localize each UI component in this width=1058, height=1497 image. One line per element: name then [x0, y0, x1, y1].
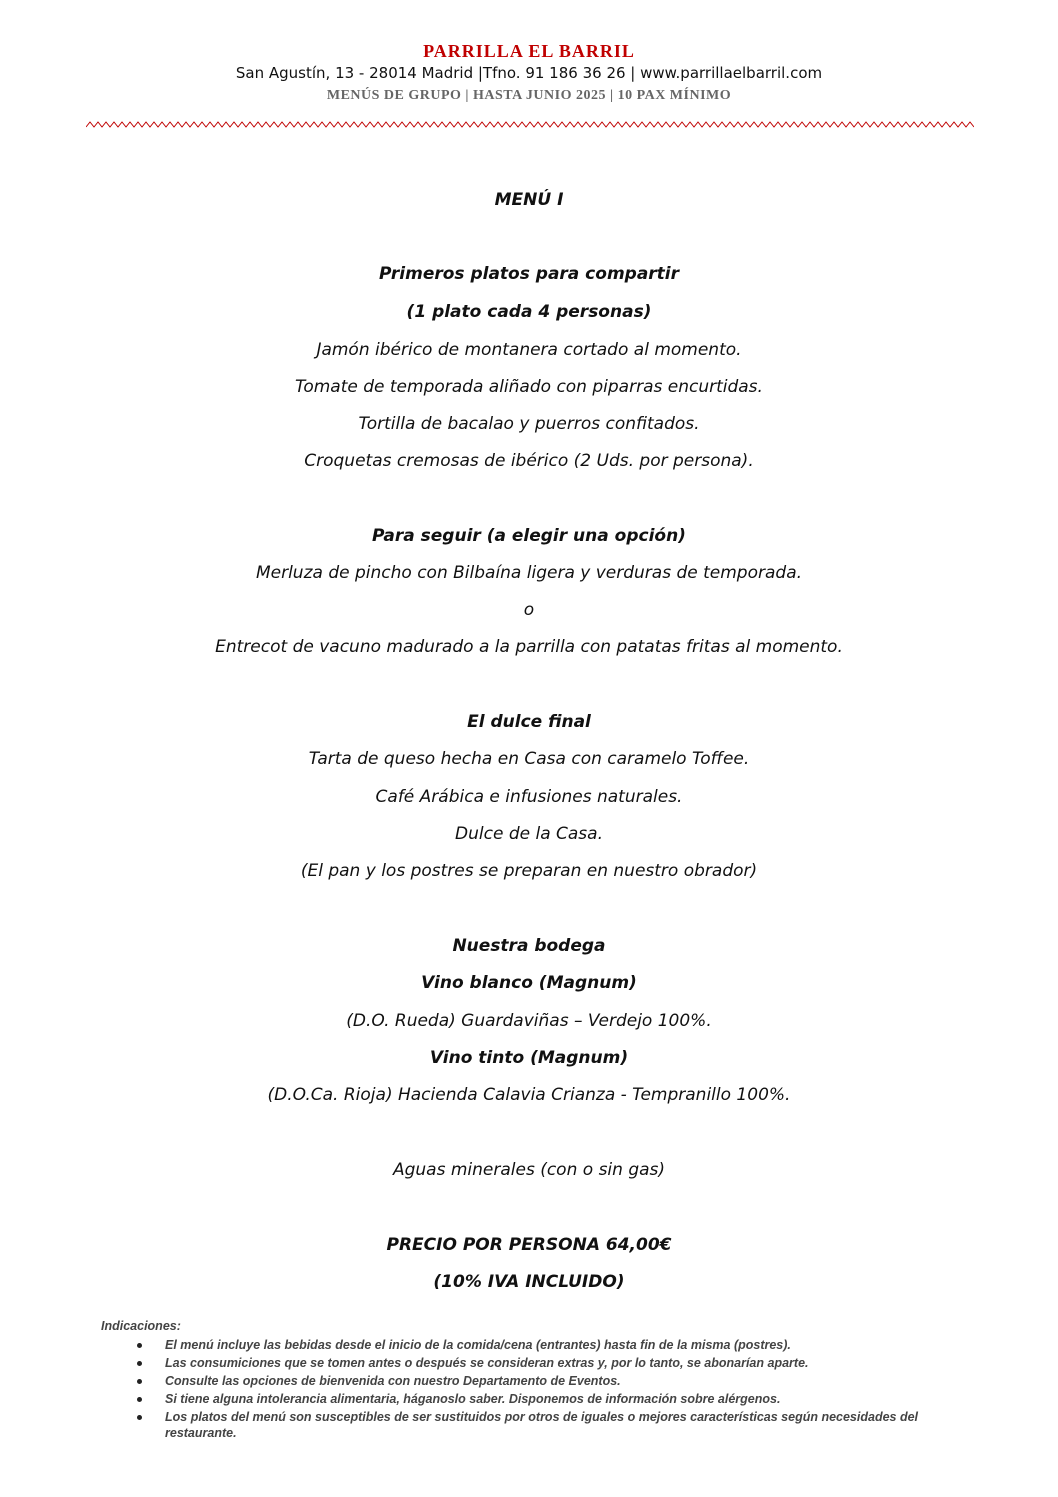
notes-list [101, 1337, 981, 1441]
mains-heading: Para seguir (a elegir una opción) [372, 526, 686, 546]
starter-item: Croquetas cremosas de ibérico (2 Uds. por persona). [304, 451, 754, 471]
dessert-item: Café Arábica e infusiones naturales. [375, 787, 683, 807]
dessert-heading: El dulce final [467, 712, 591, 732]
bullet-icon [137, 1415, 142, 1420]
water: Aguas minerales (con o sin gas) [392, 1160, 666, 1180]
notes-section [101, 1317, 981, 1441]
brand-name: PARRILLA EL BARRIL [423, 41, 635, 61]
main-option: Entrecot de vacuno madurado a la parrilla con patatas fritas al momento. [215, 637, 843, 657]
note-text: Consulte las opciones de bienvenida con nuestro Departamento de Eventos. [165, 1374, 621, 1388]
note-item [101, 1373, 981, 1389]
main-separator: o [523, 600, 535, 620]
menu-title: MENÚ I [494, 190, 564, 210]
main-option: Merluza de pincho con Bilbaína ligera y verduras de temporada. [255, 563, 803, 583]
dessert-item: Tarta de queso hecha en Casa con caramelo Toffee. [308, 749, 750, 769]
address-line: San Agustín, 13 - 28014 Madrid |Tfno. 91 186 36 26 | www.parrillaelbarril.com [235, 64, 823, 82]
starters-subheading: (1 plato cada 4 personas) [406, 302, 652, 322]
dessert-note: (El pan y los postres se preparan en nuestro obrador) [300, 861, 758, 881]
red-wine: (D.O.Ca. Rioja) Hacienda Calavia Crianza - Tempranillo 100%. [267, 1085, 791, 1105]
white-wine-heading: Vino blanco (Magnum) [421, 973, 637, 993]
bullet-icon [137, 1361, 142, 1366]
note-item [101, 1337, 981, 1353]
starter-item: Tomate de temporada aliñado con piparras encurtidas. [295, 377, 763, 397]
starter-item: Tortilla de bacalao y puerros confitados. [358, 414, 700, 434]
starters-heading: Primeros platos para compartir [378, 264, 680, 284]
note-text: Los platos del menú son susceptibles de ser sustituidos por otros de iguales o mejores características según necesidades del restaurante. [165, 1410, 919, 1440]
price-label: PRECIO POR PERSONA 64,00€ [386, 1235, 672, 1255]
decorative-divider [86, 121, 974, 129]
red-wine-heading: Vino tinto (Magnum) [429, 1048, 629, 1068]
bullet-icon [137, 1379, 142, 1384]
bullet-icon [137, 1343, 142, 1348]
note-text: El menú incluye las bebidas desde el inicio de la comida/cena (entrantes) hasta fin de la misma (postres). [165, 1338, 791, 1352]
note-item [101, 1355, 981, 1371]
note-item [101, 1391, 981, 1407]
white-wine: (D.O. Rueda) Guardaviñas – Verdejo 100%. [346, 1011, 712, 1031]
header [0, 40, 1058, 108]
dessert-item: Dulce de la Casa. [455, 824, 603, 844]
menu-subtitle: MENÚS DE GRUPO | HASTA JUNIO 2025 | 10 PAX MÍNIMO [326, 88, 732, 103]
bullet-icon [137, 1397, 142, 1402]
note-item [101, 1409, 981, 1441]
notes-title: Indicaciones: [101, 1319, 181, 1333]
starter-item: Jamón ibérico de montanera cortado al momento. [316, 340, 742, 360]
note-text: Las consumiciones que se tomen antes o después se consideran extras y, por lo tanto, se abonarían aparte. [165, 1356, 809, 1370]
wine-heading: Nuestra bodega [452, 936, 606, 956]
note-text: Si tiene alguna intolerancia alimentaria, háganoslo saber. Disponemos de información sobre alérgenos. [165, 1392, 781, 1406]
price-tax: (10% IVA INCLUIDO) [433, 1272, 625, 1292]
